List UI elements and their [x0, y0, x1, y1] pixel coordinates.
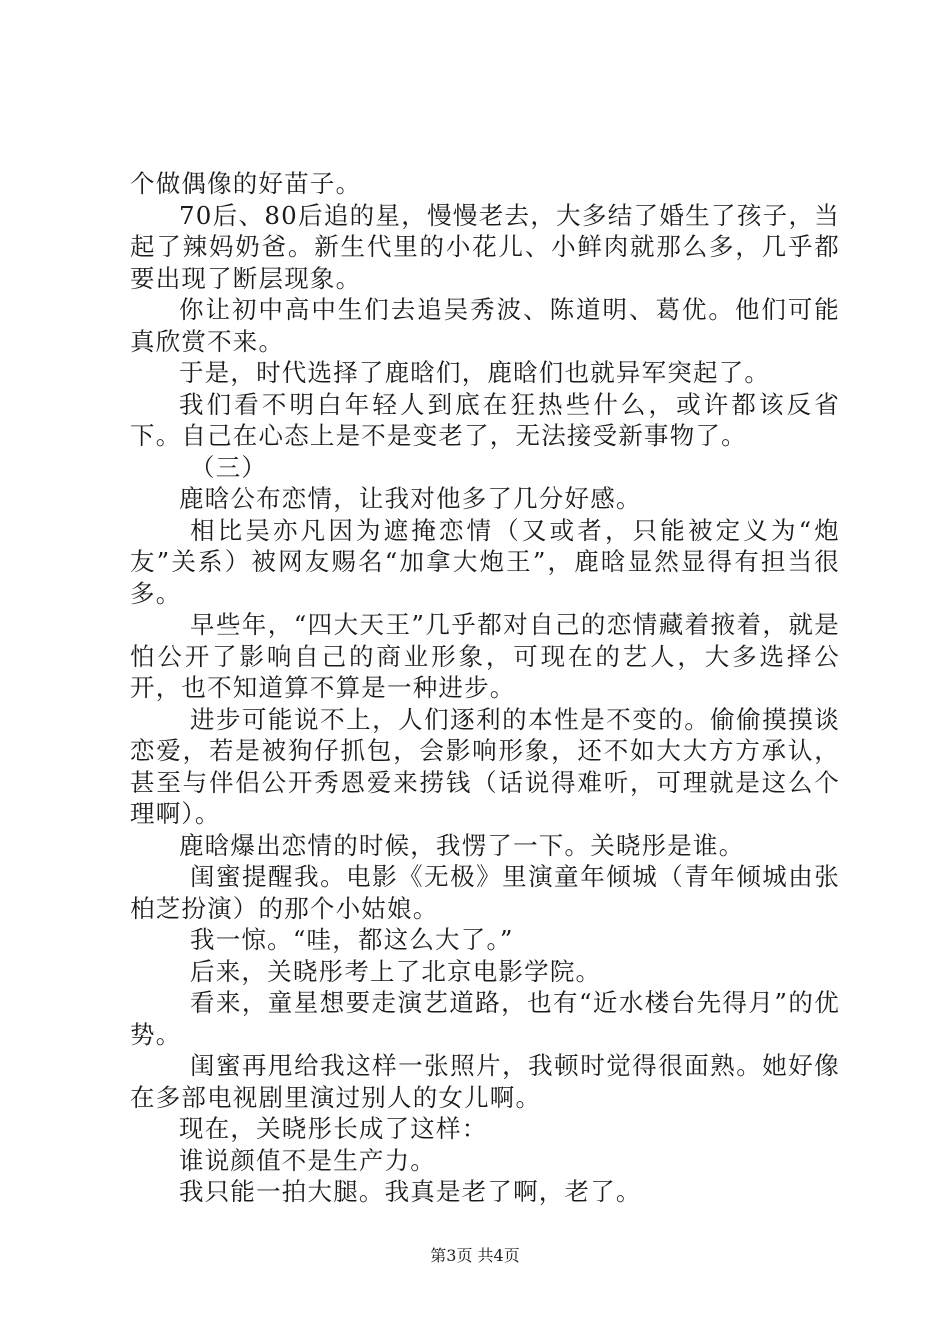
paragraph-4: 于是，时代选择了鹿晗们，鹿晗们也就异军突起了。: [179, 358, 771, 387]
paragraph-11: 闺蜜提醒我。电影《无极》里演童年倾城（青年倾城由张柏芝扮演）的那个小姑娘。: [130, 862, 840, 923]
paragraph-15: 闺蜜再甩给我这样一张照片，我顿时觉得很面熟。她好像在多部电视剧里演过别人的女儿啊。: [130, 1051, 840, 1112]
paragraph-18: 我只能一拍大腿。我真是老了啊，老了。: [179, 1177, 642, 1206]
paragraph-12: 我一惊。“哇，都这么大了。”: [190, 925, 514, 954]
paragraph-3: 你让初中高中生们去追吴秀波、陈道明、葛优。他们可能真欣赏不来。: [130, 295, 840, 356]
page-footer: 第3页 共4页: [430, 1246, 520, 1265]
paragraph-16: 现在，关晓彤长成了这样：: [179, 1114, 488, 1143]
paragraph-8: 早些年，“四大天王”几乎都对自己的恋情藏着掖着，就是怕公开了影响自己的商业形象，可现在的艺人，大多选择公开，也不知道算不算是一种进步。: [130, 610, 840, 702]
paragraph-10: 鹿晗爆出恋情的时候，我愣了一下。关晓彤是谁。: [179, 830, 745, 860]
paragraph-5: 我们看不明白年轻人到底在狂热些什么，或许都该反省下。自己在心态上是不是变老了，无法接受新事物了。: [130, 389, 840, 450]
paragraph-9: 进步可能说不上，人们逐利的本性是不变的。偷偷摸摸谈恋爱，若是被狗仔抓包，会影响形象，还不如大大方方承认，甚至与伴侣公开秀恩爱来捞钱（话说得难听，可理就是这么个理啊）。: [130, 704, 840, 828]
article-body: [130, 168, 840, 1208]
paragraph-2: 70后、80后追的星，慢慢老去，大多结了婚生了孩子，当起了辣妈奶爸。新生代里的小花儿、小鲜肉就那么多，几乎都要出现了断层现象。: [130, 200, 840, 293]
paragraph-14: 看来，童星想要走演艺道路，也有“近水楼台先得月”的优势。: [130, 988, 840, 1049]
section-heading: （三）: [190, 452, 268, 482]
paragraph-17: 谁说颜值不是生产力。: [179, 1145, 436, 1175]
paragraph-6: 鹿晗公布恋情，让我对他多了几分好感。: [179, 484, 642, 513]
paragraph-1: 个做偶像的好苗子。: [130, 169, 362, 198]
paragraph-13: 后来，关晓彤考上了北京电影学院。: [190, 956, 602, 986]
paragraph-7: 相比吴亦凡因为遮掩恋情（又或者，只能被定义为“炮友”关系）被网友赐名“加拿大炮王”，鹿晗显然显得有担当很多。: [130, 515, 840, 608]
